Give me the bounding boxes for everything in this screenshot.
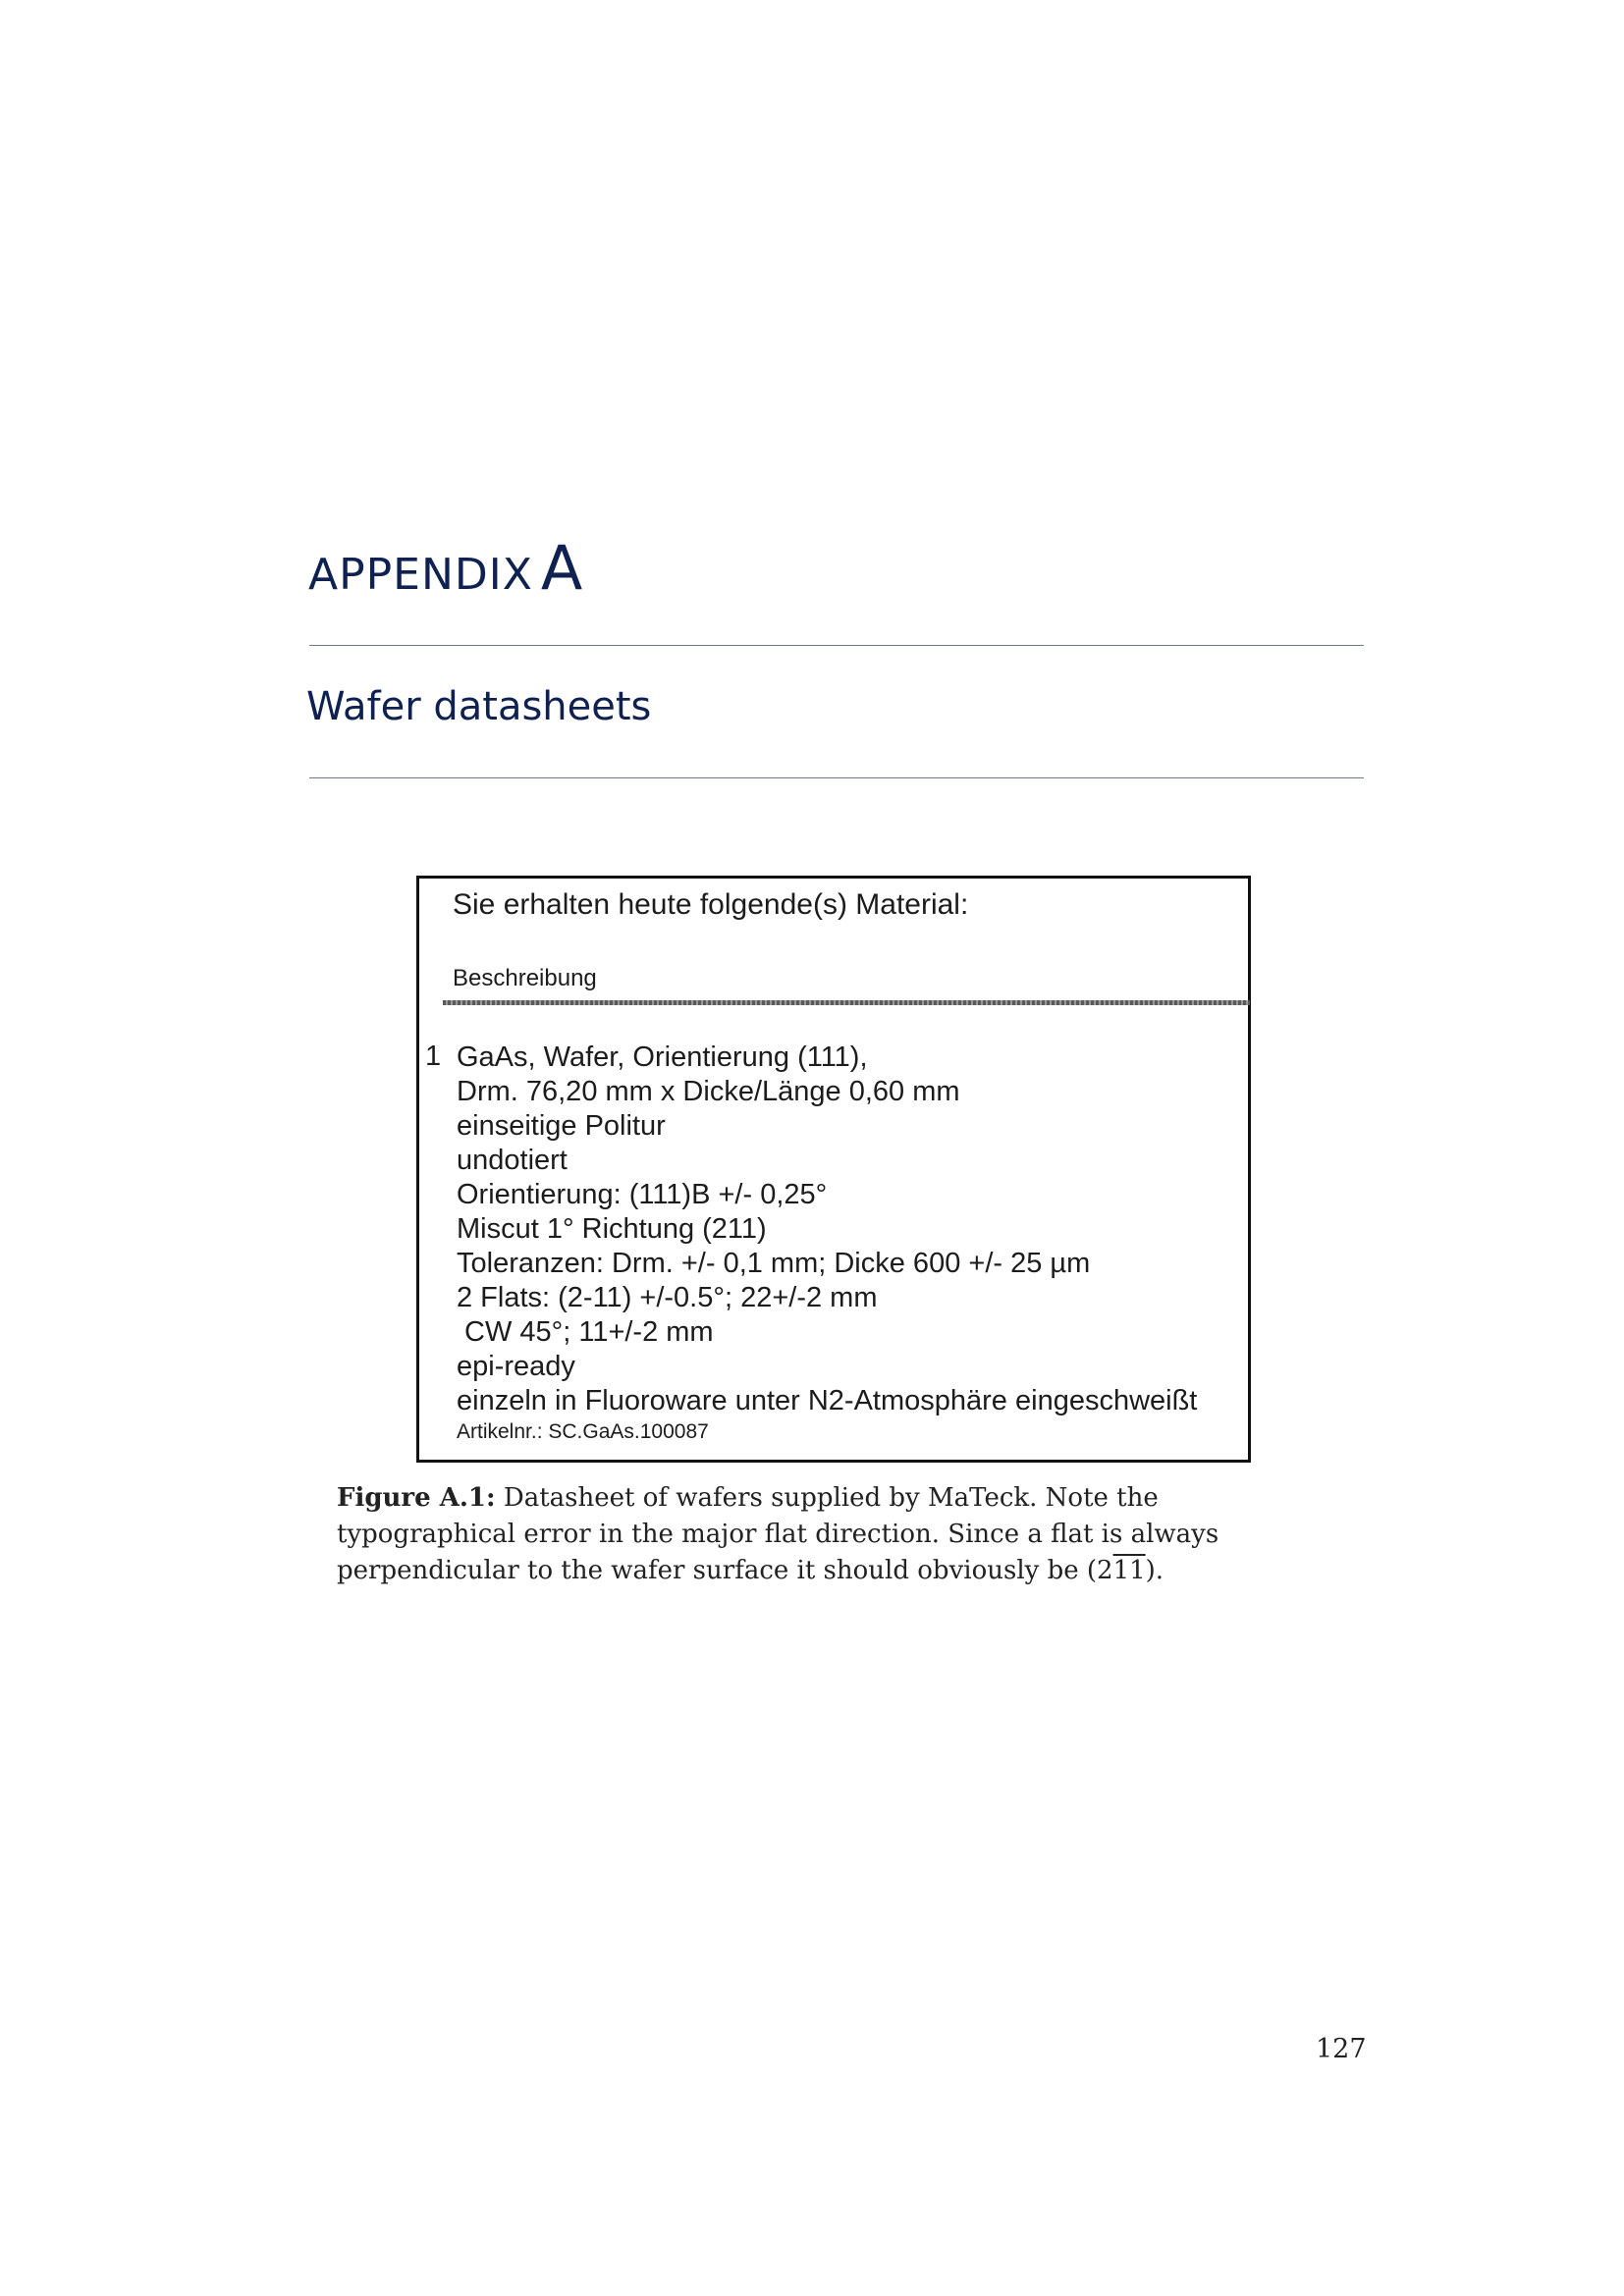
datasheet-line: undotiert bbox=[457, 1145, 568, 1176]
chapter-rule-bottom bbox=[309, 777, 1364, 778]
caption-text: Datasheet of wafers supplied by MaTeck. Note the typographical error in the major flat direction. Since a flat is always perpendicular to the wafer surface it should obviously be (2 bbox=[337, 1483, 1219, 1585]
appendix-letter: A bbox=[540, 532, 583, 604]
datasheet-column-header: Beschreibung bbox=[453, 965, 597, 991]
caption-overline-index: 1 bbox=[1112, 1556, 1130, 1585]
datasheet-figure bbox=[416, 876, 1251, 1463]
datasheet-separator bbox=[443, 1000, 1250, 1005]
datasheet-line: Toleranzen: Drm. +/- 0,1 mm; Dicke 600 +/- 25 µm bbox=[457, 1248, 1091, 1279]
datasheet-line: Drm. 76,20 mm x Dicke/Länge 0,60 mm bbox=[457, 1076, 960, 1107]
figure-caption bbox=[337, 1480, 1338, 1589]
appendix-heading bbox=[308, 532, 583, 604]
appendix-label: APPENDIX bbox=[308, 550, 533, 600]
datasheet-line: Miscut 1° Richtung (211) bbox=[457, 1213, 767, 1245]
caption-overline-index: 1 bbox=[1129, 1556, 1146, 1585]
datasheet-lines bbox=[457, 1041, 1197, 1418]
datasheet-line: 2 Flats: (2-11) +/-0.5°; 22+/-2 mm bbox=[457, 1282, 878, 1313]
datasheet-line: epi-ready bbox=[457, 1351, 575, 1382]
datasheet-line: Orientierung: (111)B +/- 0,25° bbox=[457, 1179, 828, 1210]
datasheet-line: einzeln in Fluoroware unter N2-Atmosphäre eingeschweißt bbox=[457, 1385, 1198, 1416]
chapter-title: Wafer datasheets bbox=[306, 684, 652, 729]
caption-text-end: ). bbox=[1145, 1556, 1164, 1585]
datasheet-line: GaAs, Wafer, Orientierung (111), bbox=[457, 1041, 868, 1073]
datasheet-quantity: 1 bbox=[425, 1041, 442, 1072]
datasheet-article-number: Artikelnr.: SC.GaAs.100087 bbox=[457, 1420, 709, 1443]
datasheet-heading: Sie erhalten heute folgende(s) Material: bbox=[453, 888, 969, 921]
chapter-rule-top bbox=[309, 645, 1364, 646]
datasheet-line: einseitige Politur bbox=[457, 1110, 666, 1142]
datasheet-line: CW 45°; 11+/-2 mm bbox=[464, 1316, 714, 1348]
caption-label: Figure A.1: bbox=[337, 1483, 496, 1513]
page-number: 127 bbox=[1316, 2034, 1367, 2064]
